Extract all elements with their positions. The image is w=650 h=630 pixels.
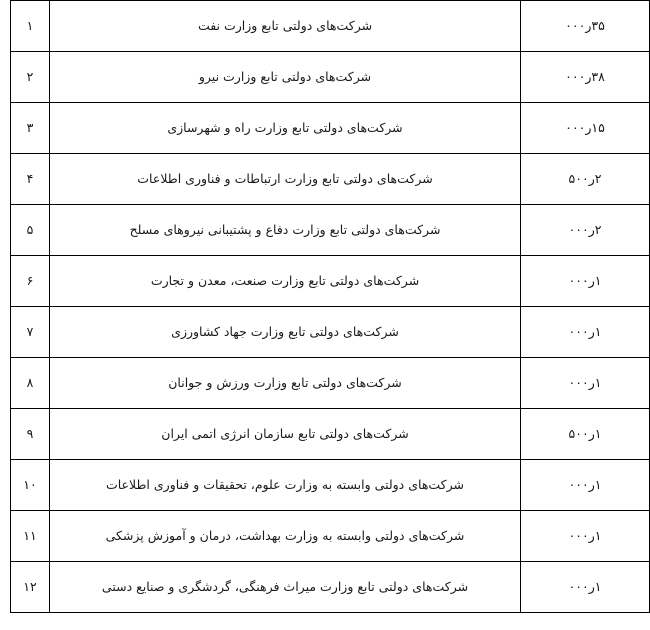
cell-row-number [11, 205, 50, 256]
entity-text: شرکت‌های دولتی تابع سازمان انرژی اتمی ایران [161, 425, 409, 441]
cell-entity [50, 358, 521, 409]
row-number-text: ۵ [26, 221, 34, 237]
entity-text: شرکت‌های دولتی تابع وزارت صنعت، معدن و تجارت [150, 272, 420, 288]
cell-amount [521, 52, 650, 103]
entity-text: شرکت‌های دولتی تابع وزارت نفت [197, 17, 373, 33]
cell-row-number [11, 52, 50, 103]
amount-text: ۳۸ر۰۰۰ [565, 68, 605, 84]
table-row [11, 52, 650, 103]
cell-amount [521, 1, 650, 52]
cell-row-number [11, 358, 50, 409]
amount-text: ۲ر۰۰۰ [568, 221, 602, 237]
row-number-text: ۱۱ [23, 527, 37, 543]
cell-entity [50, 307, 521, 358]
amount-text: ۱۵ر۰۰۰ [565, 119, 605, 135]
table-row [11, 205, 650, 256]
entity-text: شرکت‌های دولتی تابع وزارت ارتباطات و فناوری اطلاعات [137, 170, 433, 186]
entity-text: شرکت‌های دولتی تابع وزارت ورزش و جوانان [168, 374, 402, 390]
cell-amount [521, 409, 650, 460]
amount-text: ۳۵ر۰۰۰ [565, 17, 605, 33]
amount-text: ۱ر۵۰۰ [568, 425, 602, 441]
amount-text: ۱ر۰۰۰ [568, 527, 602, 543]
row-number-text: ۱۲ [23, 578, 37, 594]
amount-text: ۱ر۰۰۰ [568, 374, 602, 390]
cell-entity [50, 205, 521, 256]
table-body [11, 1, 650, 613]
entity-text: شرکت‌های دولتی تابع وزارت نیرو [198, 68, 372, 84]
cell-amount [521, 205, 650, 256]
cell-row-number [11, 460, 50, 511]
row-number-text: ۳ [26, 119, 34, 135]
amount-text: ۱ر۰۰۰ [568, 578, 602, 594]
entity-text: شرکت‌های دولتی تابع وزارت جهاد کشاورزی [171, 323, 399, 339]
row-number-text: ۲ [26, 68, 34, 84]
table-row [11, 511, 650, 562]
table-row [11, 460, 650, 511]
cell-amount [521, 460, 650, 511]
cell-entity [50, 562, 521, 613]
cell-entity [50, 256, 521, 307]
cell-entity [50, 460, 521, 511]
cell-amount [521, 511, 650, 562]
cell-row-number [11, 511, 50, 562]
cell-row-number [11, 1, 50, 52]
cell-entity [50, 52, 521, 103]
cell-entity [50, 409, 521, 460]
cell-row-number [11, 103, 50, 154]
entity-text: شرکت‌های دولتی وابسته به وزارت علوم، تحقیقات و فناوری اطلاعات [105, 476, 465, 492]
row-number-text: ۸ [26, 374, 34, 390]
row-number-text: ۴ [26, 170, 34, 186]
cell-amount [521, 358, 650, 409]
cell-amount [521, 103, 650, 154]
cell-row-number [11, 409, 50, 460]
row-number-text: ۱۰ [23, 476, 37, 492]
table-row [11, 409, 650, 460]
cell-amount [521, 256, 650, 307]
entity-text: شرکت‌های دولتی تابع وزارت راه و شهرسازی [167, 119, 403, 135]
cell-entity [50, 1, 521, 52]
row-number-text: ۹ [26, 425, 34, 441]
entity-text: شرکت‌های دولتی تابع وزارت دفاع و پشتیبانی نیروهای مسلح [129, 221, 441, 237]
table-row [11, 358, 650, 409]
table-row [11, 256, 650, 307]
row-number-text: ۱ [26, 17, 34, 33]
cell-entity [50, 103, 521, 154]
amount-text: ۱ر۰۰۰ [568, 323, 602, 339]
cell-entity [50, 511, 521, 562]
entity-text: شرکت‌های دولتی تابع وزارت میراث فرهنگی، گردشگری و صنایع دستی [101, 578, 469, 594]
table-row [11, 103, 650, 154]
government-companies-table [10, 0, 650, 613]
cell-entity [50, 154, 521, 205]
amount-text: ۲ر۵۰۰ [568, 170, 602, 186]
cell-amount [521, 307, 650, 358]
amount-text: ۱ر۰۰۰ [568, 476, 602, 492]
cell-amount [521, 154, 650, 205]
cell-row-number [11, 562, 50, 613]
cell-row-number [11, 154, 50, 205]
entity-text: شرکت‌های دولتی وابسته به وزارت بهداشت، درمان و آموزش پزشکی [105, 527, 465, 543]
table-row [11, 154, 650, 205]
cell-row-number [11, 307, 50, 358]
row-number-text: ۷ [26, 323, 34, 339]
row-number-text: ۶ [26, 272, 34, 288]
table-row [11, 1, 650, 52]
table-row [11, 307, 650, 358]
cell-amount [521, 562, 650, 613]
amount-text: ۱ر۰۰۰ [568, 272, 602, 288]
table-row [11, 562, 650, 613]
cell-row-number [11, 256, 50, 307]
